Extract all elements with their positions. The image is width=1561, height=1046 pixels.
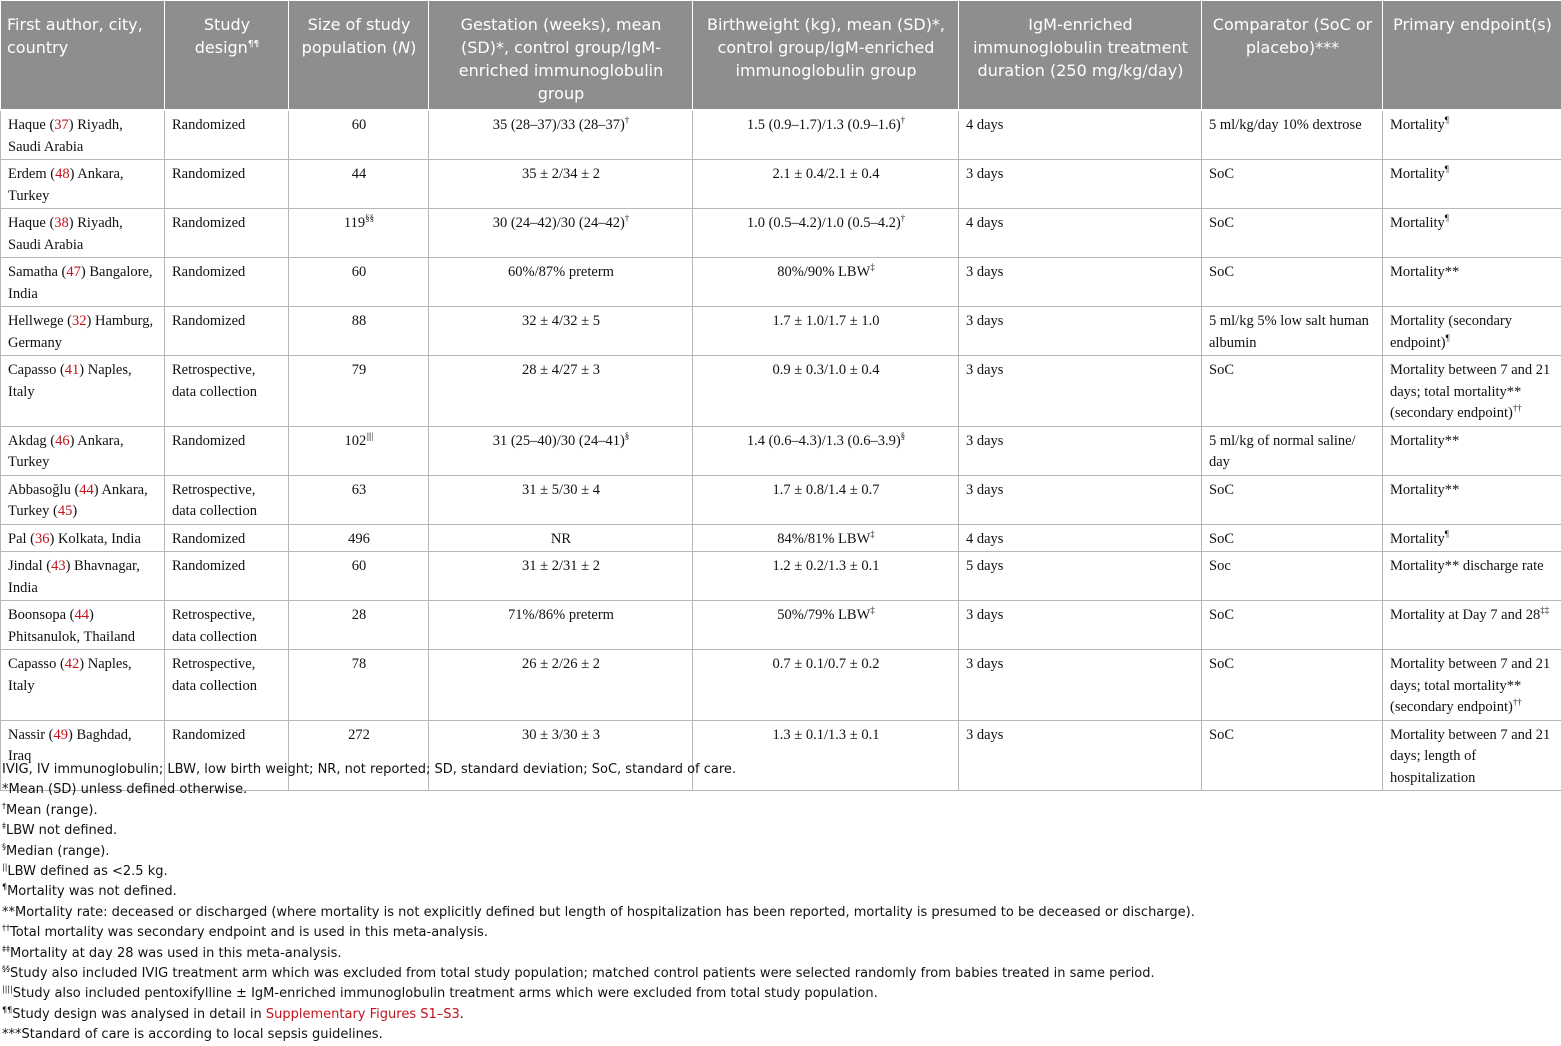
gestation-value: 32 ± 4/32 ± 5 xyxy=(522,313,600,329)
author-location-end: ) xyxy=(72,503,77,519)
author-name: Akdag ( xyxy=(8,433,55,449)
header-gestation: Gestation (weeks), mean (SD)*, control group/IgM-enriched immunoglobulin group xyxy=(429,1,693,111)
birthweight-value: 0.7 ± 0.1/0.7 ± 0.2 xyxy=(773,656,880,672)
birthweight-value: 1.5 (0.9–1.7)/1.3 (0.9–1.6) xyxy=(747,117,901,133)
endpoint-cell xyxy=(1383,601,1561,650)
birthweight-cell xyxy=(693,650,959,721)
design-cell: Randomized xyxy=(165,524,289,552)
table-row xyxy=(1,552,1561,601)
design-cell: Retrospective, data collection xyxy=(165,650,289,721)
size-cell xyxy=(289,258,429,307)
footnote-text: Mortality was not defined. xyxy=(7,884,177,899)
size-cell xyxy=(289,650,429,721)
design-cell: Randomized xyxy=(165,307,289,356)
footnote-mark: §§ xyxy=(2,965,10,974)
design-cell: Randomized xyxy=(165,258,289,307)
reference-link[interactable]: 38 xyxy=(54,215,69,231)
comparator-cell: SoC xyxy=(1202,209,1383,258)
footnote-text: LBW defined as <2.5 kg. xyxy=(7,864,167,879)
duration-cell: 3 days xyxy=(959,356,1202,427)
size-cell xyxy=(289,601,429,650)
author-name: Erdem ( xyxy=(8,166,55,182)
endpoint-cell xyxy=(1383,524,1561,552)
footnote-text: **Mortality rate: deceased or discharged (where mortality is not explicitly defined but length of hospitalization has been reported, mortality is presumed to be deceased or discharge). xyxy=(2,905,1195,920)
author-location: ) Ankara, Turkey xyxy=(8,433,124,471)
author-name: Capasso ( xyxy=(8,362,65,378)
header-size: Size of study population (N) xyxy=(289,1,429,111)
endpoint-cell xyxy=(1383,209,1561,258)
size-value: 28 xyxy=(352,607,367,623)
comparator-cell: SoC xyxy=(1202,356,1383,427)
size-cell xyxy=(289,110,429,160)
gestation-cell xyxy=(429,356,693,427)
footnote-line xyxy=(2,964,1557,984)
author-location: ) Ankara, Turkey xyxy=(8,166,124,204)
gestation-cell xyxy=(429,209,693,258)
author-name: Hellwege ( xyxy=(8,313,72,329)
table-row xyxy=(1,307,1561,356)
header-endpoint: Primary endpoint(s) xyxy=(1383,1,1561,111)
author-name: Pal ( xyxy=(8,531,35,547)
header-design: Study design¶¶ xyxy=(165,1,289,111)
gestation-footnote-mark: § xyxy=(625,431,630,441)
footnote-mark: †† xyxy=(2,924,10,933)
endpoint-text: Mortality at Day 7 and 28 xyxy=(1390,607,1540,623)
gestation-value: 60%/87% preterm xyxy=(508,264,614,280)
design-cell: Randomized xyxy=(165,426,289,475)
birthweight-value: 80%/90% LBW xyxy=(777,264,870,280)
footnote-mark: ‡ xyxy=(2,822,6,831)
endpoint-text: Mortality xyxy=(1390,117,1445,133)
birthweight-cell xyxy=(693,110,959,160)
reference-link[interactable]: 41 xyxy=(65,362,80,378)
footnote-line xyxy=(2,903,1557,923)
endpoint-footnote-mark: ‡‡ xyxy=(1540,605,1549,615)
gestation-cell xyxy=(429,110,693,160)
footnote-line xyxy=(2,882,1557,902)
comparator-cell: SoC xyxy=(1202,650,1383,721)
gestation-cell xyxy=(429,475,693,524)
endpoint-cell xyxy=(1383,307,1561,356)
author-name: Jindal ( xyxy=(8,558,51,574)
footnote-text-end: . xyxy=(460,1007,464,1022)
size-cell xyxy=(289,307,429,356)
design-cell: Retrospective, data collection xyxy=(165,356,289,427)
comparator-cell: 5 ml/kg/day 10% dextrose xyxy=(1202,110,1383,160)
gestation-cell xyxy=(429,160,693,209)
size-cell xyxy=(289,552,429,601)
endpoint-text: Mortality** xyxy=(1390,264,1459,280)
reference-link[interactable]: 32 xyxy=(72,313,87,329)
endpoint-footnote-mark: †† xyxy=(1513,697,1522,707)
footnote-line xyxy=(2,821,1557,841)
reference-link[interactable]: 47 xyxy=(66,264,81,280)
endpoint-text: Mortality (secondary endpoint) xyxy=(1390,313,1512,351)
birthweight-footnote-mark: ‡ xyxy=(870,529,875,539)
duration-cell: 3 days xyxy=(959,601,1202,650)
gestation-value: 28 ± 4/27 ± 3 xyxy=(522,362,600,378)
size-value: 102 xyxy=(345,433,367,449)
endpoint-cell xyxy=(1383,426,1561,475)
duration-cell: 3 days xyxy=(959,160,1202,209)
author-location: ) Bangalore, India xyxy=(8,264,153,302)
endpoint-text: Mortality xyxy=(1390,531,1445,547)
footnote-line xyxy=(2,780,1557,800)
endpoint-cell xyxy=(1383,552,1561,601)
footnote-line xyxy=(2,1005,1557,1025)
gestation-value: 35 (28–37)/33 (28–37) xyxy=(493,117,625,133)
size-value: 60 xyxy=(352,117,367,133)
reference-link[interactable]: 49 xyxy=(54,727,69,743)
gestation-cell xyxy=(429,307,693,356)
endpoint-cell xyxy=(1383,650,1561,721)
birthweight-value: 84%/81% LBW xyxy=(777,531,870,547)
table-footnotes xyxy=(2,760,1557,1046)
endpoint-text: Mortality** discharge rate xyxy=(1390,558,1544,574)
size-value: 272 xyxy=(348,727,370,743)
footnote-line xyxy=(2,842,1557,862)
endpoint-footnote-mark: †† xyxy=(1513,403,1522,413)
endpoint-secondary: (secondary endpoint) xyxy=(1390,405,1513,421)
endpoint-footnote-mark: ¶ xyxy=(1446,333,1450,343)
header-birthweight: Birthweight (kg), mean (SD)*, control group/IgM-enriched immunoglobulin group xyxy=(693,1,959,111)
endpoint-footnote-mark: ¶ xyxy=(1445,164,1449,174)
size-cell xyxy=(289,209,429,258)
footnote-text: ***Standard of care is according to local sepsis guidelines. xyxy=(2,1027,383,1042)
size-value: 63 xyxy=(352,482,367,498)
birthweight-cell xyxy=(693,601,959,650)
footnote-mark: |||| xyxy=(2,985,13,994)
footnote-mark: † xyxy=(2,801,6,810)
footnote-mark: ¶¶ xyxy=(2,1006,12,1015)
comparator-cell: SoC xyxy=(1202,720,1383,791)
table-row xyxy=(1,258,1561,307)
gestation-value: 71%/86% preterm xyxy=(508,607,614,623)
birthweight-footnote-mark: ‡ xyxy=(870,262,875,272)
table-row xyxy=(1,110,1561,160)
gestation-cell xyxy=(429,552,693,601)
table-row xyxy=(1,524,1561,552)
birthweight-cell xyxy=(693,160,959,209)
author-cell xyxy=(1,160,165,209)
footnote-line xyxy=(2,944,1557,964)
birthweight-cell xyxy=(693,524,959,552)
supplementary-link[interactable]: Supplementary Figures S1–S3 xyxy=(266,1007,460,1022)
footnote-text: Total mortality was secondary endpoint and is used in this meta-analysis. xyxy=(10,925,488,940)
gestation-value: 31 ± 2/31 ± 2 xyxy=(522,558,600,574)
footnote-text: *Mean (SD) unless defined otherwise. xyxy=(2,782,247,797)
design-cell: Randomized xyxy=(165,110,289,160)
author-name: Haque ( xyxy=(8,215,54,231)
endpoint-cell xyxy=(1383,258,1561,307)
gestation-value: 30 ± 3/30 ± 3 xyxy=(522,727,600,743)
duration-cell: 3 days xyxy=(959,307,1202,356)
gestation-value: 26 ± 2/26 ± 2 xyxy=(522,656,600,672)
footnote-text: IVIG, IV immunoglobulin; LBW, low birth weight; NR, not reported; SD, standard deviation; SoC, standard of care. xyxy=(2,762,736,777)
author-name: Boonsopa ( xyxy=(8,607,74,623)
header-design-mark: ¶¶ xyxy=(248,40,259,50)
endpoint-text: Mortality between 7 and 21 days; length of hospitalization xyxy=(1390,727,1550,786)
gestation-value: 31 ± 5/30 ± 4 xyxy=(522,482,600,498)
design-cell: Randomized xyxy=(165,720,289,791)
size-value: 88 xyxy=(352,313,367,329)
endpoint-footnote-mark: ¶ xyxy=(1445,213,1449,223)
author-cell xyxy=(1,258,165,307)
gestation-value: 31 (25–40)/30 (24–41) xyxy=(493,433,625,449)
size-value: 44 xyxy=(352,166,367,182)
header-duration: IgM-enriched immunoglobulin treatment duration (250 mg/kg/day) xyxy=(959,1,1202,111)
table-row xyxy=(1,209,1561,258)
endpoint-secondary: (secondary endpoint) xyxy=(1390,699,1513,715)
gestation-cell xyxy=(429,258,693,307)
endpoint-cell xyxy=(1383,475,1561,524)
birthweight-cell xyxy=(693,307,959,356)
table-row xyxy=(1,160,1561,209)
design-cell: Retrospective, data collection xyxy=(165,475,289,524)
author-location: ) Riyadh, Saudi Arabia xyxy=(8,117,123,155)
footnote-line xyxy=(2,760,1557,780)
design-cell: Randomized xyxy=(165,160,289,209)
gestation-value: NR xyxy=(551,531,571,547)
footnote-mark: || xyxy=(2,863,7,872)
endpoint-text: Mortality between 7 and 21 days; total mortality** xyxy=(1390,362,1550,400)
footnote-line xyxy=(2,801,1557,821)
birthweight-value: 1.7 ± 1.0/1.7 ± 1.0 xyxy=(773,313,880,329)
reference-link[interactable]: 46 xyxy=(55,433,70,449)
author-location: ) Riyadh, Saudi Arabia xyxy=(8,215,123,253)
comparator-cell: SoC xyxy=(1202,160,1383,209)
footnote-text: LBW not defined. xyxy=(6,823,117,838)
endpoint-text: Mortality between 7 and 21 days; total mortality** xyxy=(1390,656,1550,694)
birthweight-value: 50%/79% LBW xyxy=(777,607,870,623)
author-location: ) Hamburg, Germany xyxy=(8,313,153,351)
author-name: Samatha ( xyxy=(8,264,66,280)
endpoint-footnote-mark: ¶ xyxy=(1445,115,1449,125)
birthweight-value: 2.1 ± 0.4/2.1 ± 0.4 xyxy=(773,166,880,182)
endpoint-footnote-mark: ¶ xyxy=(1445,529,1449,539)
author-name: Haque ( xyxy=(8,117,54,133)
author-cell xyxy=(1,650,165,721)
author-location: ) Phitsanulok, Thailand xyxy=(8,607,135,645)
duration-cell: 4 days xyxy=(959,110,1202,160)
size-value: 119 xyxy=(344,215,365,231)
birthweight-cell xyxy=(693,258,959,307)
gestation-cell xyxy=(429,601,693,650)
endpoint-text: Mortality xyxy=(1390,215,1445,231)
author-cell xyxy=(1,209,165,258)
birthweight-value: 1.0 (0.5–4.2)/1.0 (0.5–4.2) xyxy=(747,215,901,231)
footnote-line xyxy=(2,1025,1557,1045)
author-cell xyxy=(1,307,165,356)
birthweight-value: 0.9 ± 0.3/1.0 ± 0.4 xyxy=(773,362,880,378)
duration-cell: 3 days xyxy=(959,426,1202,475)
gestation-value: 30 (24–42)/30 (24–42) xyxy=(493,215,625,231)
footnote-line xyxy=(2,923,1557,943)
footnote-mark: ‡‡ xyxy=(2,944,10,953)
endpoint-cell xyxy=(1383,110,1561,160)
birthweight-footnote-mark: ‡ xyxy=(870,605,875,615)
endpoint-cell xyxy=(1383,160,1561,209)
reference-link[interactable]: 43 xyxy=(51,558,66,574)
comparator-cell: SoC xyxy=(1202,475,1383,524)
duration-cell: 3 days xyxy=(959,475,1202,524)
reference-link[interactable]: 44 xyxy=(74,607,89,623)
birthweight-cell xyxy=(693,209,959,258)
author-cell xyxy=(1,552,165,601)
comparator-cell: SoC xyxy=(1202,258,1383,307)
author-location: ) Naples, Italy xyxy=(8,362,132,400)
comparator-cell: 5 ml/kg 5% low salt human albumin xyxy=(1202,307,1383,356)
footnote-mark: § xyxy=(2,842,6,851)
size-footnote-mark: |||| xyxy=(366,431,373,441)
size-cell xyxy=(289,356,429,427)
reference-link[interactable]: 48 xyxy=(55,166,70,182)
table-row xyxy=(1,601,1561,650)
reference-link[interactable]: 45 xyxy=(58,503,73,519)
birthweight-value: 1.7 ± 0.8/1.4 ± 0.7 xyxy=(773,482,880,498)
duration-cell: 3 days xyxy=(959,650,1202,721)
gestation-cell xyxy=(429,426,693,475)
birthweight-value: 1.2 ± 0.2/1.3 ± 0.1 xyxy=(773,558,880,574)
footnote-line xyxy=(2,862,1557,882)
duration-cell: 5 days xyxy=(959,552,1202,601)
table-row xyxy=(1,426,1561,475)
author-cell xyxy=(1,524,165,552)
table-row xyxy=(1,650,1561,721)
reference-link[interactable]: 44 xyxy=(79,482,94,498)
author-cell xyxy=(1,601,165,650)
table-row xyxy=(1,475,1561,524)
size-cell xyxy=(289,160,429,209)
author-name: Abbasoğlu ( xyxy=(8,482,79,498)
comparator-cell: 5 ml/kg of normal saline/ day xyxy=(1202,426,1383,475)
author-location: ) Naples, Italy xyxy=(8,656,132,694)
author-location: ) Kolkata, India xyxy=(49,531,140,547)
footnote-mark: ¶ xyxy=(2,883,7,892)
endpoint-text: Mortality xyxy=(1390,166,1445,182)
author-cell xyxy=(1,110,165,160)
design-cell: Randomized xyxy=(165,209,289,258)
birthweight-footnote-mark: † xyxy=(901,115,906,125)
size-footnote-mark: §§ xyxy=(365,213,374,223)
footnote-text: Median (range). xyxy=(6,844,110,859)
footnote-text: Mortality at day 28 was used in this meta-analysis. xyxy=(10,946,342,961)
footnote-text: Study also included pentoxifylline ± IgM-enriched immunoglobulin treatment arms which were excluded from total study population. xyxy=(13,986,878,1001)
reference-link[interactable]: 42 xyxy=(65,656,80,672)
size-cell xyxy=(289,426,429,475)
size-cell xyxy=(289,475,429,524)
author-location: ) Baghdad, Iraq xyxy=(8,727,132,765)
reference-link[interactable]: 36 xyxy=(35,531,50,547)
gestation-footnote-mark: † xyxy=(625,115,630,125)
comparator-cell: SoC xyxy=(1202,524,1383,552)
header-row xyxy=(1,1,1561,111)
gestation-cell xyxy=(429,650,693,721)
endpoint-text: Mortality** xyxy=(1390,433,1459,449)
header-comparator: Comparator (SoC or placebo)*** xyxy=(1202,1,1383,111)
size-cell xyxy=(289,524,429,552)
duration-cell: 4 days xyxy=(959,209,1202,258)
endpoint-text: Mortality** xyxy=(1390,482,1459,498)
duration-cell: 3 days xyxy=(959,720,1202,791)
birthweight-cell xyxy=(693,426,959,475)
birthweight-value: 1.3 ± 0.1/1.3 ± 0.1 xyxy=(773,727,880,743)
birthweight-cell xyxy=(693,475,959,524)
duration-cell: 4 days xyxy=(959,524,1202,552)
footnote-text: Mean (range). xyxy=(6,803,98,818)
birthweight-cell xyxy=(693,356,959,427)
footnote-line xyxy=(2,984,1557,1004)
birthweight-value: 1.4 (0.6–4.3)/1.3 (0.6–3.9) xyxy=(747,433,901,449)
author-cell xyxy=(1,356,165,427)
author-name: Nassir ( xyxy=(8,727,54,743)
birthweight-footnote-mark: § xyxy=(901,431,906,441)
size-value: 496 xyxy=(348,531,370,547)
table-row xyxy=(1,356,1561,427)
footnote-text: Study design was analysed in detail in xyxy=(12,1007,266,1022)
design-cell: Retrospective, data collection xyxy=(165,601,289,650)
duration-cell: 3 days xyxy=(959,258,1202,307)
author-name: Capasso ( xyxy=(8,656,65,672)
size-value: 60 xyxy=(352,264,367,280)
author-location: ) Bhavnagar, India xyxy=(8,558,140,596)
design-cell: Randomized xyxy=(165,552,289,601)
author-cell xyxy=(1,475,165,524)
author-cell xyxy=(1,426,165,475)
birthweight-cell xyxy=(693,552,959,601)
endpoint-cell xyxy=(1383,356,1561,427)
gestation-footnote-mark: † xyxy=(625,213,630,223)
comparator-cell: Soc xyxy=(1202,552,1383,601)
header-author: First author, city, country xyxy=(1,1,165,111)
comparator-cell: SoC xyxy=(1202,601,1383,650)
author-location: ) Ankara, Turkey ( xyxy=(8,482,148,520)
size-value: 78 xyxy=(352,656,367,672)
size-value: 79 xyxy=(352,362,367,378)
footnote-text: Study also included IVIG treatment arm which was excluded from total study population; matched control patients were selected randomly from babies treated in same period. xyxy=(10,966,1155,981)
birthweight-footnote-mark: † xyxy=(901,213,906,223)
gestation-value: 35 ± 2/34 ± 2 xyxy=(522,166,600,182)
size-value: 60 xyxy=(352,558,367,574)
reference-link[interactable]: 37 xyxy=(54,117,69,133)
gestation-cell xyxy=(429,524,693,552)
